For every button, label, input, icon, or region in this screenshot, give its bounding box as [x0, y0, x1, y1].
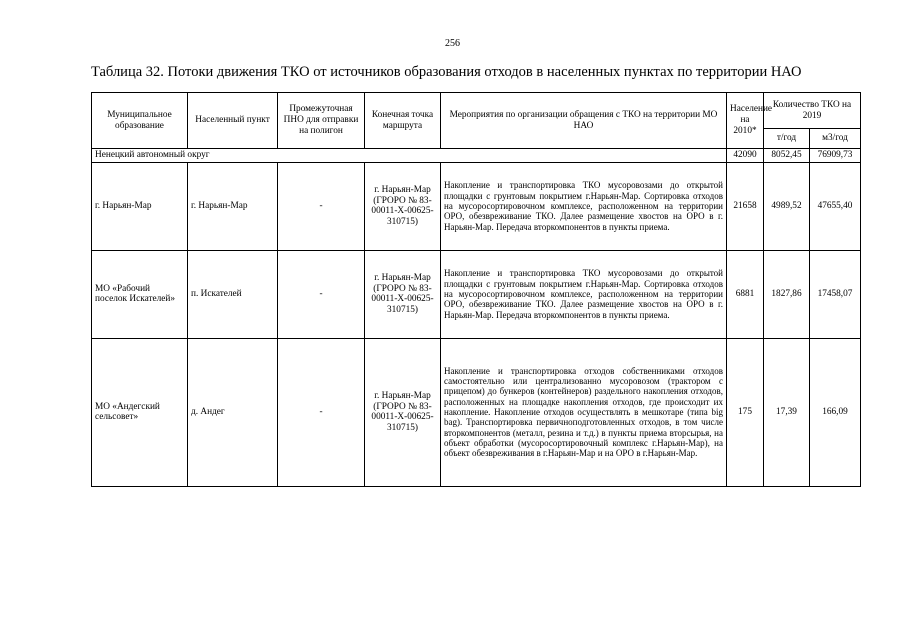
- table-row: [92, 250, 861, 338]
- row-endpoint: г. Нарьян-Мар (ГРОРО № 83-00011-Х-00625-310715): [365, 338, 441, 486]
- row-intermediate: -: [278, 250, 365, 338]
- row-measures: Накопление и транспортировка отходов собственниками отходов самостоятельно или централизованно мусоровозом (трактором с прицепом) до бункеров (контейнеров) раздельного накопления отходов, расположенных на площадке накопления отходов, где происходит их накопление. Накопление отходов осуществлять в мешкотаре (типа big bag). Транспортировка первичноподготовленных отходов, в том числе вторкомпонентов (металл, резина и т.д.) в пункты приема вторсырья, на объект обработки (мусоросортировочный комплекс г.Нарьян-Мар), на объект обезвреживания в г.Нарьян-Мар и на ОРО в г.Нарьян-Мар.: [441, 338, 727, 486]
- row-municipality: г. Нарьян-Мар: [92, 162, 188, 250]
- row-municipality: МО «Андегский сельсовет»: [92, 338, 188, 486]
- row-population: 21658: [727, 162, 764, 250]
- row-m3-year: 47655,40: [810, 162, 861, 250]
- tko-flows-table: [91, 92, 861, 487]
- row-intermediate: -: [278, 338, 365, 486]
- row-endpoint: г. Нарьян-Мар (ГРОРО № 83-00011-Х-00625-310715): [365, 162, 441, 250]
- row-settlement: д. Андег: [188, 338, 278, 486]
- table-row: [92, 162, 861, 250]
- table-row: [92, 338, 861, 486]
- row-t-year: 17,39: [764, 338, 810, 486]
- row-population: 6881: [727, 250, 764, 338]
- header-unit-t: т/год: [764, 129, 810, 149]
- header-endpoint: Конечная точка маршрута: [365, 93, 441, 149]
- header-measures: Мероприятия по организации обращения с ТКО на территории МО НАО: [441, 93, 727, 149]
- row-settlement: п. Искателей: [188, 250, 278, 338]
- row-m3-year: 17458,07: [810, 250, 861, 338]
- region-t-year: 8052,45: [764, 149, 810, 163]
- row-t-year: 4989,52: [764, 162, 810, 250]
- header-municipality: Муниципальное образование: [92, 93, 188, 149]
- header-population: Население на 2010*: [727, 93, 764, 149]
- row-t-year: 1827,86: [764, 250, 810, 338]
- row-m3-year: 166,09: [810, 338, 861, 486]
- header-quantity: Количество ТКО на 2019: [764, 93, 861, 129]
- header-settlement: Населенный пункт: [188, 93, 278, 149]
- table-title: Таблица 32. Потоки движения ТКО от источников образования отходов в населенных пунктах по территории НАО: [91, 64, 802, 80]
- row-measures: Накопление и транспортировка ТКО мусоровозами до открытой площадки с грунтовым покрытием г.Нарьян-Мар. Сортировка отходов на мусоросортировочном комплексе, расположенном на территории ОРО, обезвреживание ТКО. Далее размещение хвостов на ОРО в г. Нарьян-Мар. Передача вторкомпонентов в пункты приема.: [441, 250, 727, 338]
- header-intermediate: Промежуточная ПНО для отправки на полигон: [278, 93, 365, 149]
- region-name: Ненецкий автономный округ: [92, 149, 727, 163]
- row-settlement: г. Нарьян-Мар: [188, 162, 278, 250]
- row-municipality: МО «Рабочий поселок Искателей»: [92, 250, 188, 338]
- region-row: [92, 149, 861, 163]
- page-number: 256: [445, 38, 460, 49]
- region-population: 42090: [727, 149, 764, 163]
- header-unit-m3: м3/год: [810, 129, 861, 149]
- row-measures: Накопление и транспортировка ТКО мусоровозами до открытой площадки с грунтовым покрытием г.Нарьян-Мар. Сортировка отходов на мусоросортировочном комплексе, расположенном на территории ОРО, обезвреживание ТКО. Далее размещение хвостов на ОРО в г. Нарьян-Мар. Передача вторкомпонентов в пункты приема.: [441, 162, 727, 250]
- row-intermediate: -: [278, 162, 365, 250]
- row-population: 175: [727, 338, 764, 486]
- region-m3-year: 76909,73: [810, 149, 861, 163]
- row-endpoint: г. Нарьян-Мар (ГРОРО № 83-00011-Х-00625-310715): [365, 250, 441, 338]
